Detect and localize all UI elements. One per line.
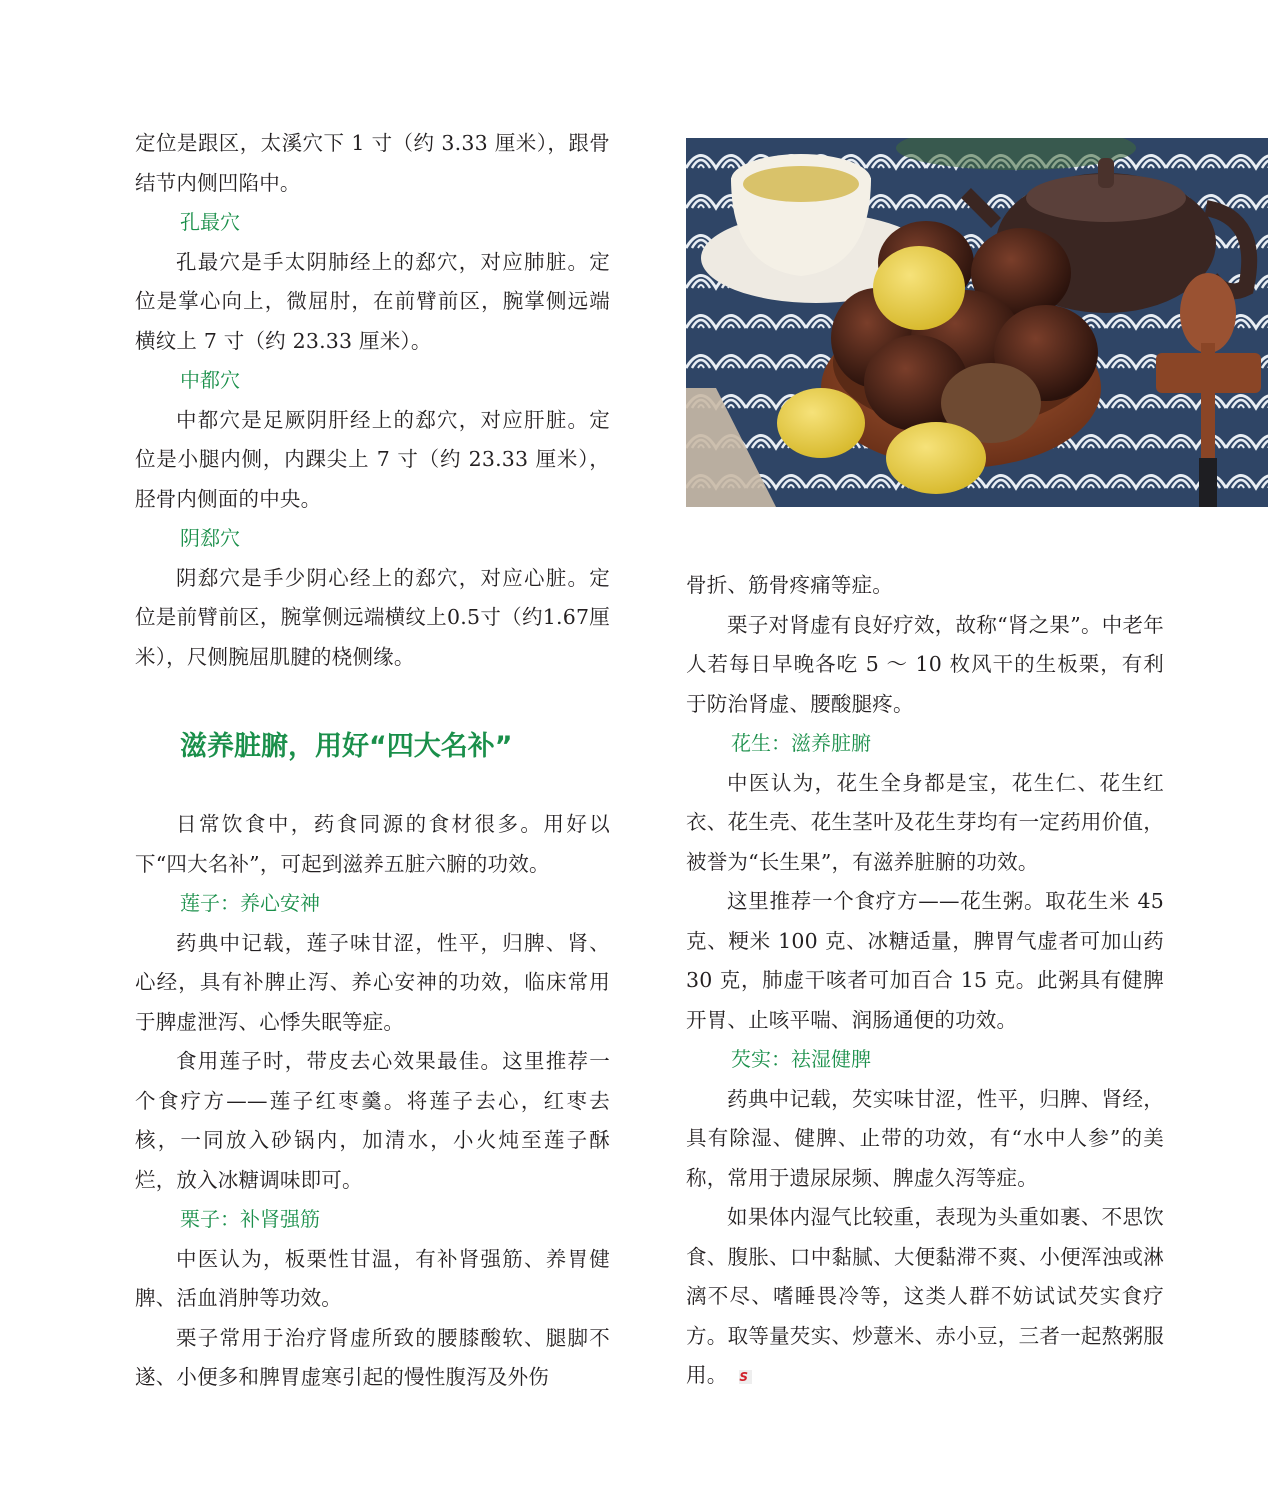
paragraph-lizi-2-end: 骨折、筋骨疼痛等症。 [686, 573, 893, 597]
paragraph-lizi-1: 中医认为，板栗性甘温，有补肾强筋、养胃健脾、活血消肿等功效。 [135, 1246, 610, 1310]
paragraph-kongzui: 孔最穴是手太阴肺经上的郄穴，对应肺脏。定位是掌心向上，微屈肘，在前臂前区，腕掌侧远端横纹上 7 寸（约 23.33 厘米）。 [135, 249, 610, 353]
paragraph-qianshi-2 [686, 1198, 1164, 1396]
subheading-lianzi: 莲子：养心安神 [180, 891, 320, 915]
paragraph-lizi-2-start: 栗子常用于治疗肾虚所致的腰膝酸软、腿脚不遂、小便多和脾胃虚寒引起的慢性腹泻及外伤 [135, 1325, 610, 1389]
chestnut-illustration [686, 138, 1268, 507]
paragraph-lianzi-1: 药典中记载，莲子味甘涩，性平，归脾、肾、心经，具有补脾止泻、养心安神的功效，临床常用于脾虚泄泻、心悸失眠等症。 [135, 930, 610, 1034]
subheading-kongzui: 孔最穴 [180, 210, 240, 234]
subheading-lizi: 栗子：补肾强筋 [180, 1207, 320, 1231]
paragraph-qianshi-2-text: 如果体内湿气比较重，表现为头重如裹、不思饮食、腹胀、口中黏腻、大便黏滞不爽、小便浑浊或淋漓不尽、嗜睡畏冷等，这类人群不妨试试芡实食疗方。取等量芡实、炒薏米、赤小豆，三者一起熬粥服用。 [686, 1205, 1164, 1387]
section-intro: 日常饮食中，药食同源的食材很多。用好以下“四大名补”，可起到滋养五脏六腑的功效。 [135, 812, 610, 876]
subheading-zhongdu: 中都穴 [180, 368, 240, 392]
paragraph-zhongdu: 中都穴是足厥阴肝经上的郄穴，对应肝脏。定位是小腿内侧，内踝尖上 7 寸（约 23.33 厘米），胫骨内侧面的中央。 [135, 407, 610, 511]
article-end-mark-icon: S [739, 1370, 752, 1384]
paragraph-huasheng-1: 中医认为，花生全身都是宝，花生仁、花生红衣、花生壳、花生茎叶及花生芽均有一定药用价值，被誉为“长生果”，有滋养脏腑的功效。 [686, 770, 1164, 874]
left-column [135, 124, 610, 1398]
spacer [135, 677, 610, 727]
paragraph-yinxi: 阴郄穴是手少阴心经上的郄穴，对应心脏。定位是前臂前区，腕掌侧远端横纹上0.5寸（约1.67厘米），尺侧腕屈肌腱的桡侧缘。 [135, 565, 610, 669]
subheading-yinxi: 阴郄穴 [180, 526, 240, 550]
right-column [686, 566, 1164, 1396]
section-title: 滋养脏腑，用好“四大名补” [180, 731, 513, 762]
subheading-qianshi: 芡实：祛湿健脾 [731, 1047, 871, 1071]
chestnut-photo [686, 138, 1268, 507]
paragraph-lianzi-2: 食用莲子时，带皮去心效果最佳。这里推荐一个食疗方——莲子红枣羹。将莲子去心，红枣去核，一同放入砂锅内，加清水，小火炖至莲子酥烂，放入冰糖调味即可。 [135, 1049, 610, 1192]
paragraph-huasheng-2: 这里推荐一个食疗方——花生粥。取花生米 45 克、粳米 100 克、冰糖适量，脾胃气虚者可加山药 30 克，肺虚干咳者可加百合 15 克。此粥具有健脾开胃、止咳平喘、润肠通便的功效。 [686, 889, 1164, 1032]
spacer [135, 767, 610, 805]
paragraph-qianshi-1: 药典中记载，芡实味甘涩，性平，归脾、肾经，具有除湿、健脾、止带的功效，有“水中人参”的美称，常用于遗尿尿频、脾虚久泻等症。 [686, 1086, 1164, 1190]
continued-paragraph: 定位是跟区，太溪穴下 1 寸（约 3.33 厘米），跟骨结节内侧凹陷中。 [135, 131, 610, 195]
paragraph-lizi-3: 栗子对肾虚有良好疗效，故称“肾之果”。中老年人若每日早晚各吃 5 ～ 10 枚风干的生板栗，有利于防治肾虚、腰酸腿疼。 [686, 612, 1164, 716]
subheading-huasheng: 花生：滋养脏腑 [731, 731, 871, 755]
